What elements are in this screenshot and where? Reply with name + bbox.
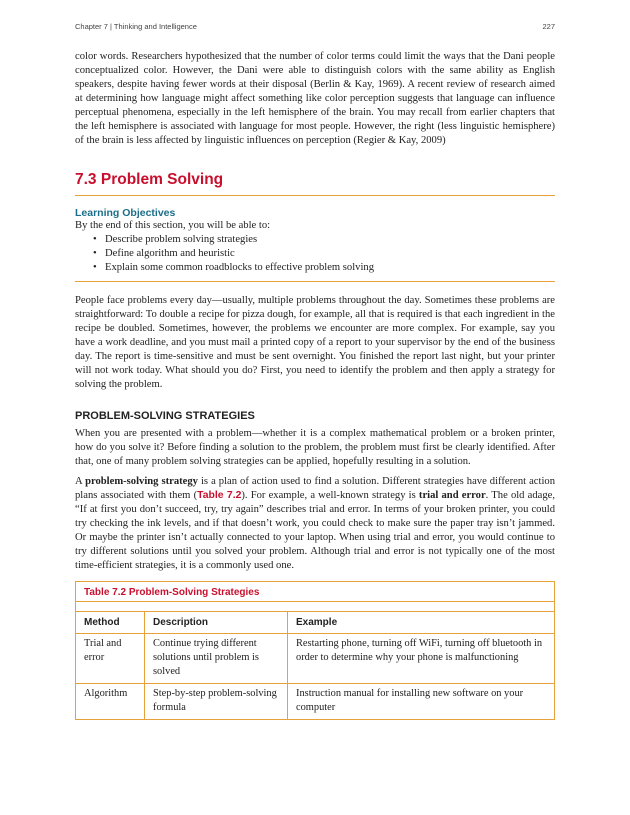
text-run: A: [75, 476, 86, 487]
page-number: 227: [542, 22, 555, 31]
objective-text: Describe problem solving strategies: [105, 234, 258, 245]
divider: [75, 281, 555, 282]
list-item: [93, 247, 555, 261]
strategies-table: [75, 581, 555, 720]
text-run: is a plan of action used to find a solution. Different strategies have different action plans associated with them (: [75, 476, 555, 501]
table-caption-spacer: [76, 602, 554, 612]
column-header: Description: [145, 612, 288, 634]
strategies-paragraph-2: [75, 475, 555, 573]
example-cell: Instruction manual for installing new software on your computer: [296, 688, 524, 713]
column-header: Method: [76, 612, 145, 634]
page-content: [75, 50, 555, 720]
table-reference-link[interactable]: Table 7.2: [197, 490, 242, 501]
key-term: problem-solving strategy: [85, 476, 198, 487]
bullet: •: [93, 262, 97, 273]
list-item: [93, 261, 555, 275]
method-cell: Algorithm: [76, 684, 145, 720]
text-run: . The old adage, “If at first you don’t succeed, try, try again” describes trial and error. In terms of your broken printer, you could try checking the ink levels, and if that doesn’t work, you could check to make sure the paper tray isn’t jammed. Or maybe the printer isn’t actually connected to your laptop. When using trial and error, you would continue to try different solutions until you solved your problem. Although trial and error is not typically one of the most time-efficient strategies, it is a commonly used one.: [75, 490, 555, 571]
list-item: [93, 233, 555, 247]
learning-objectives-title: Learning Objectives: [75, 207, 176, 219]
example-cell: Restarting phone, turning off WiFi, turning off bluetooth in order to determine why your phone is malfunctioning: [288, 634, 555, 684]
column-header: Example: [288, 612, 555, 634]
objective-text: Explain some common roadblocks to effective problem solving: [105, 262, 375, 273]
strategies-heading: PROBLEM-SOLVING STRATEGIES: [75, 410, 255, 422]
running-header: [75, 22, 555, 31]
key-term: trial and error: [418, 490, 486, 501]
objective-text: Define algorithm and heuristic: [105, 248, 235, 259]
learning-objectives: [75, 207, 555, 282]
table-caption: Table 7.2 Problem-Solving Strategies: [76, 582, 554, 602]
learning-objectives-list: [75, 233, 555, 275]
learning-objectives-intro: By the end of this section, you will be able to:: [75, 220, 271, 231]
text-run: ). For example, a well-known strategy is: [241, 490, 419, 501]
chapter-label: Chapter 7 | Thinking and Intelligence: [75, 22, 197, 31]
bullet: •: [93, 248, 97, 259]
bullet: •: [93, 234, 97, 245]
intro-paragraph: color words. Researchers hypothesized that the number of color terms could limit the ways that the Dani people conceptualized color. However, the Dani were able to distinguish colors with the same ability as English speakers, despite having fewer words at their disposal (Berlin & Kay, 1969). A recent review of research aimed at determining how language might affect something like color perception suggests that language can influence perceptual phenomena, especially in the left hemisphere of the brain. You may recall from earlier chapters that the left hemisphere is associated with language for most people. However, the right (less linguistic hemisphere) of the brain is less affected by linguistic influences on perception (Regier & Kay, 2009): [75, 51, 555, 146]
section-title: 7.3 Problem Solving: [75, 171, 555, 196]
description-cell: Continue trying different solutions until problem is solved: [145, 634, 288, 684]
table: [76, 612, 554, 719]
table-header-row: [76, 612, 554, 634]
table-row: [76, 684, 554, 720]
strategies-paragraph-1: When you are presented with a problem—whether it is a complex mathematical problem or a broken printer, how do you solve it? Before finding a solution to the problem, the problem must first be clearly identified. After that, one of many problem solving strategies can be applied, hopefully resulting in a solution.: [75, 428, 555, 467]
method-cell: Trial and error: [76, 634, 145, 684]
problems-paragraph: People face problems every day—usually, multiple problems throughout the day. Sometimes these problems are straightforward: To double a recipe for pizza dough, for example, all that is required is that each ingredient in the recipe be doubled. Sometimes, however, the problems we encounter are more complex. For example, say you have a work deadline, and you must mail a printed copy of a report to your supervisor by the end of the business day. The report is time-sensitive and must be sent overnight. You finished the report last night, but your printer will not work today. What should you do? First, you need to identify the problem and then apply a strategy for solving the problem.: [75, 295, 555, 390]
description-cell: Step-by-step problem-solving formula: [145, 684, 288, 720]
table-row: [76, 634, 554, 684]
